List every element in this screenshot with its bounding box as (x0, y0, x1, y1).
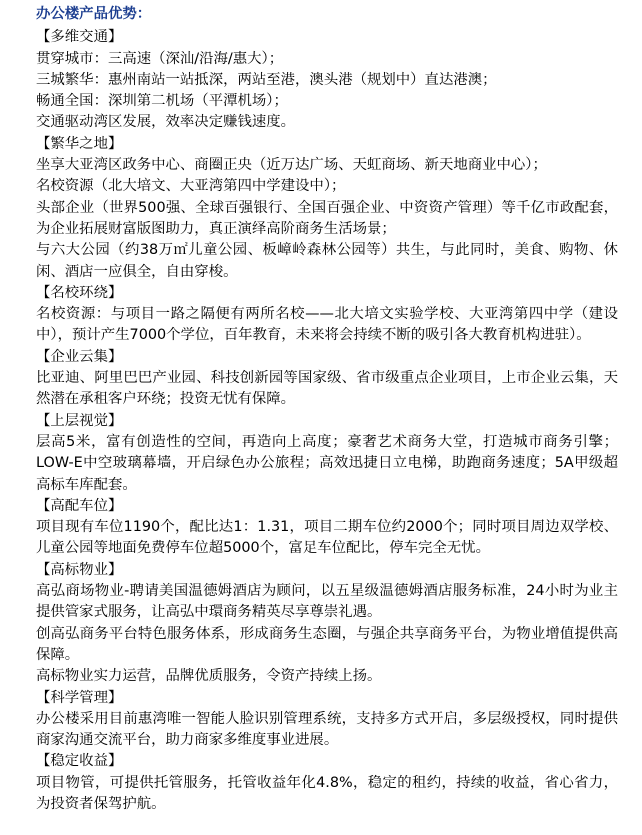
section-paragraph: 坐享大亚湾区政务中心、商圈正央（近万达广场、天虹商场、新天地商业中心）； (36, 157, 547, 174)
section-block (36, 411, 618, 496)
section-block (36, 560, 618, 688)
section-heading: 【上层视觉】 (36, 412, 123, 429)
section-heading: 【繁华之地】 (36, 135, 123, 152)
section-heading: 【多维交通】 (36, 29, 123, 46)
section-paragraph: 办公楼采用目前惠湾唯一智能人脸识别管理系统，支持多方式开启，多层级授权，同时提供商家沟通交流平台，助力商家多维度事业进展。 (36, 710, 618, 749)
section-heading: 【企业云集】 (36, 348, 123, 365)
section-block (36, 496, 618, 560)
section-paragraph: 三城繁华：惠州南站一站抵深，两站至港，澳头港（规划中）直达港澳； (36, 71, 497, 88)
document-page (0, 4, 642, 835)
section-paragraph: 高标物业实力运营，品牌优质服务，令资产持续上扬。 (36, 668, 382, 685)
section-paragraph: 与六大公园（约38万㎡儿童公园、板嶂岭森林公园等）共生，与此同时，美食、购物、休闲、酒店一应俱全，自由穿梭。 (36, 242, 618, 280)
section-block (36, 134, 618, 283)
section-paragraph: 名校资源（北大培文、大亚湾第四中学建设中）； (36, 178, 346, 195)
section-block (36, 751, 618, 815)
section-heading: 【科学管理】 (36, 689, 123, 706)
section-paragraph: 创高弘商务平台特色服务体系，形成商务生态圈，与强企共享商务平台，为物业增值提供高保障。 (36, 625, 618, 663)
section-paragraph: 项目物管，可提供托管服务，托管收益年化4.8%，稳定的租约，持续的收益，省心省力，为投资者保驾护航。 (36, 774, 618, 812)
document-title: 办公楼产品优势： (36, 6, 152, 22)
section-paragraph: 头部企业（世界500强、全球百强银行、全国百强企业、中资资产管理）等千亿市政配套，为企业拓展财富版图助力，真正演绎高阶商务生活场景； (36, 199, 618, 237)
section-heading: 【稳定收益】 (36, 753, 123, 770)
section-paragraph: 高弘商场物业-聘请美国温德姆酒店为顾问，以五星级温德姆酒店服务标准，24小时为业主提供管家式服务，让高弘中環商务精英尽享尊崇礼遇。 (36, 583, 618, 621)
section-heading: 【名校环绕】 (36, 284, 123, 301)
section-paragraph: 贯穿城市：三高速（深汕/沿海/惠大）； (36, 50, 284, 67)
sections-container (36, 27, 618, 815)
section-block (36, 27, 618, 133)
section-block (36, 347, 618, 411)
section-block (36, 688, 618, 752)
section-heading: 【高配车位】 (36, 497, 123, 514)
section-paragraph: 项目现有车位1190个，配比达1：1.31，项目二期车位约2000个；同时项目周边双学校、儿童公园等地面免费停车位超5000个，富足车位配比，停车完全无忧。 (36, 519, 618, 557)
section-block (36, 283, 618, 347)
section-paragraph: 比亚迪、阿里巴巴产业园、科技创新园等国家级、省市级重点企业项目，上市企业云集，天然潜在承租客户环绕；投资无忧有保障。 (36, 370, 618, 408)
section-paragraph: 名校资源：与项目一路之隔便有两所名校——北大培文实验学校、大亚湾第四中学（建设中），预计产生7000个学位，百年教育，未来将会持续不断的吸引各大教育机构进驻）。 (36, 306, 618, 344)
section-heading: 【高标物业】 (36, 561, 123, 578)
section-paragraph: 畅通全国：深圳第二机场（平潭机场）； (36, 93, 288, 110)
section-paragraph: 层高5米，富有创造性的空间，再造向上高度；豪奢艺术商务大堂，打造城市商务引擎；LOW-E中空玻璃幕墙，开启绿色办公旅程；高效迅捷日立电梯，助跑商务速度；5A甲级超高标车库配套。 (36, 433, 618, 493)
section-paragraph: 交通驱动湾区发展，效率决定赚钱速度。 (36, 114, 296, 131)
